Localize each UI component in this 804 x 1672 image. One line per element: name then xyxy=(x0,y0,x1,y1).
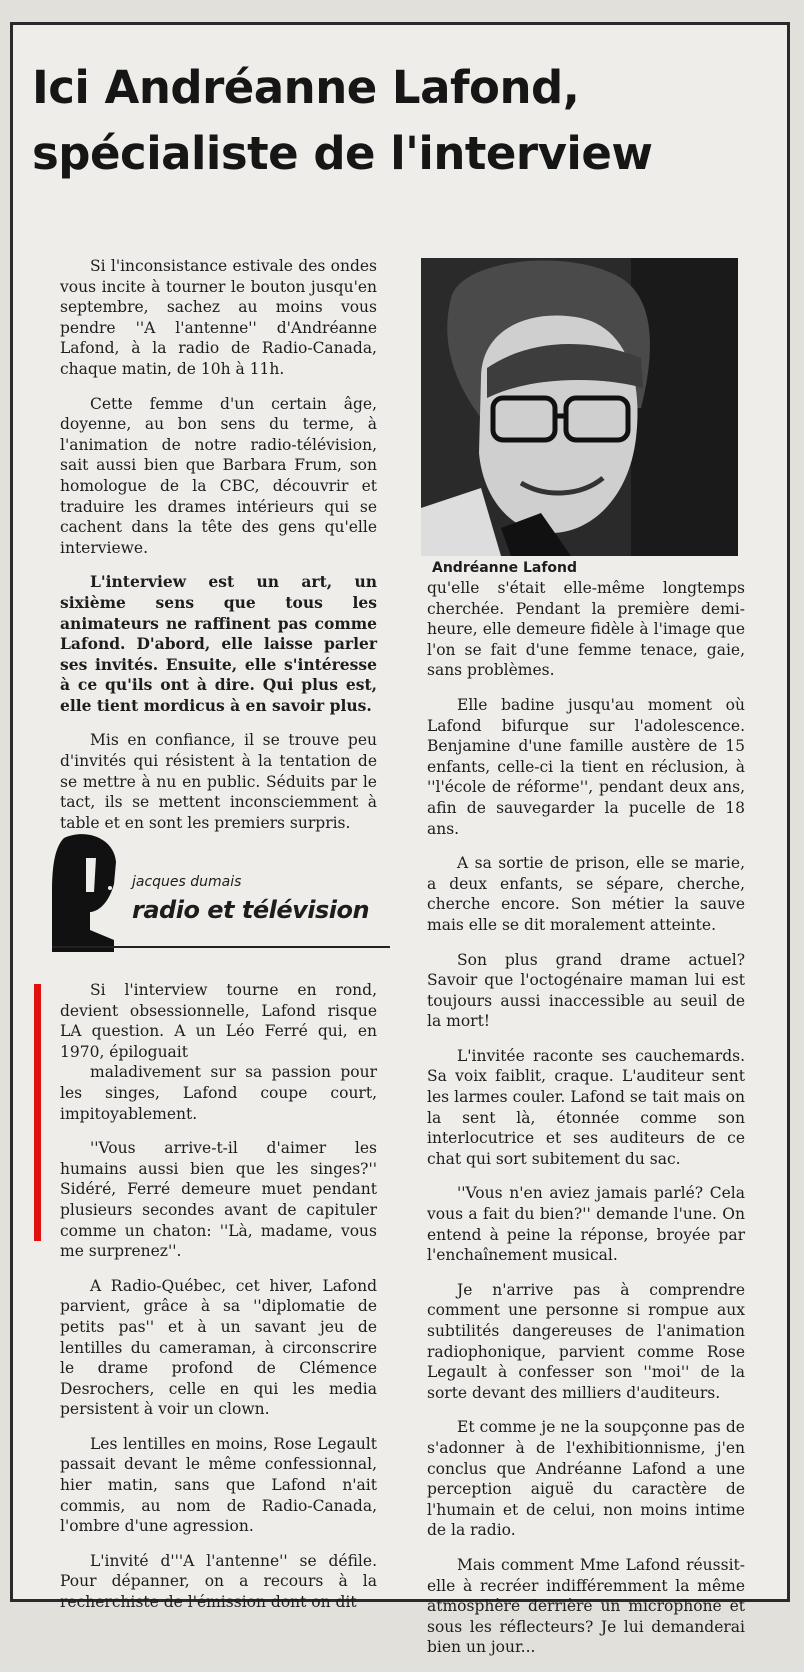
left-column-bottom xyxy=(60,980,377,1627)
photo-caption: Andréanne Lafond xyxy=(432,560,578,576)
paragraph: Son plus grand drame actuel? Savoir que l'octogénaire maman lui est toujours aussi inaccessible au seuil de la mort! xyxy=(427,950,745,1031)
left-column-top xyxy=(60,256,377,847)
portrait-photo xyxy=(421,258,738,556)
paragraph: Mis en confiance, il se trouve peu d'invités qui résistent à la tentation de se mettre à nu en public. Séduits par le tact, ils se mettent inconsciemment à table et en sont les premiers surpris. xyxy=(60,731,377,832)
highlight-marker xyxy=(34,984,41,1241)
paragraph: Je n'arrive pas à comprendre comment une personne si rompue aux subtilités dangereuses de l'animation radiophonique, parvient comme Rose Legault à confesser son ''moi'' de la sorte devant des milliers d'auditeurs. xyxy=(427,1280,745,1402)
paragraph: A Radio-Québec, cet hiver, Lafond parvient, grâce à sa ''diplomatie de petits pas'' et à un savant jeu de lentilles du cameraman, à circonscrire le drame profond de Clémence Desrochers, celle en qui les media persistent à voir un clown. xyxy=(60,1276,377,1419)
paragraph: ''Vous n'en aviez jamais parlé? Cela vous a fait du bien?'' demande l'une. On entend à peine la réponse, broyée par l'enchaînement musical. xyxy=(427,1184,745,1265)
paragraph: L'invitée raconte ses cauchemards. Sa voix faiblit, craque. L'auditeur sent les larmes couler. Lafond se tait mais on la sent là, étonnée comme son interlocutrice et ses auditeurs de ce chat qui sort subitement du sac. xyxy=(427,1046,745,1168)
headline-line-2: spécialiste de l'interview xyxy=(32,127,653,180)
paragraph-text-cont: maladivement sur sa passion pour les singes, Lafond coupe court, impitoyablement. xyxy=(60,1063,377,1123)
portrait-photo-image xyxy=(421,258,738,556)
paragraph: Et comme je ne la soupçonne pas de s'adonner à de l'exhibitionnisme, j'en conclus que Andréanne Lafond a une perception aiguë du caractère de l'humain et de celui, non moins intime de la radio. xyxy=(427,1418,745,1540)
column-title: radio et télévision xyxy=(132,896,370,924)
paragraph: Elle badine jusqu'au moment où Lafond bifurque sur l'adolescence. Benjamine d'une famille austère de 15 enfants, celle-ci la tient en réclusion, à ''l'école de réforme'', pendant deux ans, afin de sauvegarder la pucelle de 18 ans. xyxy=(427,695,745,838)
paragraph: Les lentilles en moins, Rose Legault passait devant le même confessionnal, hier matin, sans que Lafond n'ait commis, au nom de Radio-Canada, l'ombre d'une agression. xyxy=(60,1434,377,1536)
right-column xyxy=(427,578,745,1672)
columnist-portrait-icon xyxy=(52,832,122,952)
headline xyxy=(32,55,732,187)
paragraph: Mais comment Mme Lafond réussit-elle à recréer indifféremment la même atmosphère derrière un microphone et sous les réflecteurs? Je lui demanderai bien un jour... xyxy=(427,1555,745,1657)
paragraph: Si l'inconsistance estivale des ondes vous incite à tourner le bouton jusqu'en septembre, sachez au moins vous pendre ''A l'antenne'' d'Andréanne Lafond, à la radio de Radio-Canada, chaque matin, de 10h à 11h. xyxy=(60,257,377,378)
paragraph: L'invité d'''A l'antenne'' se défile. Pour dépanner, on a recours à la recherchiste de l'émission dont on dit xyxy=(60,1551,377,1612)
column-author: jacques dumais xyxy=(132,874,242,890)
column-logo xyxy=(52,832,390,952)
paragraph: A sa sortie de prison, elle se marie, a deux enfants, se sépare, cherche, cherche encore. Son métier la sauve mais elle se dit moralement atteinte. xyxy=(427,854,745,934)
headline-line-1: Ici Andréanne Lafond, xyxy=(32,61,580,114)
paragraph: L'interview est un art, un sixième sens que tous les animateurs ne raffinent pas comme Lafond. D'abord, elle laisse parler ses invités. Ensuite, elle s'intéresse à ce qu'ils ont à dire. Qui plus est, elle tient mordicus à en savoir plus. xyxy=(60,572,377,715)
paragraph-text: Si l'interview tourne en rond, devient obsessionnelle, Lafond risque LA question. A un Léo Ferré qui, en 1970, épiloguait xyxy=(60,981,377,1061)
paragraph: ''Vous arrive-t-il d'aimer les humains aussi bien que les singes?'' Sidéré, Ferré demeure muet pendant plusieurs secondes avant de capituler comme un chaton: ''Là, madame, vous me surprenez''. xyxy=(60,1139,377,1261)
paragraph: Cette femme d'un certain âge, doyenne, au bon sens du terme, à l'animation de notre radio-télévision, sait aussi bien que Barbara Frum, son homologue de la CBC, découvrir et traduire les drames intérieurs qui se cachent dans la tête des gens qu'elle interviewe. xyxy=(60,394,377,557)
paragraph xyxy=(60,980,377,1124)
column-logo-rule xyxy=(52,946,390,948)
paragraph: qu'elle s'était elle-même longtemps cherchée. Pendant la première demi-heure, elle demeure fidèle à l'image que l'on se fait d'une femme tenace, gaie, sans problèmes. xyxy=(427,579,745,680)
